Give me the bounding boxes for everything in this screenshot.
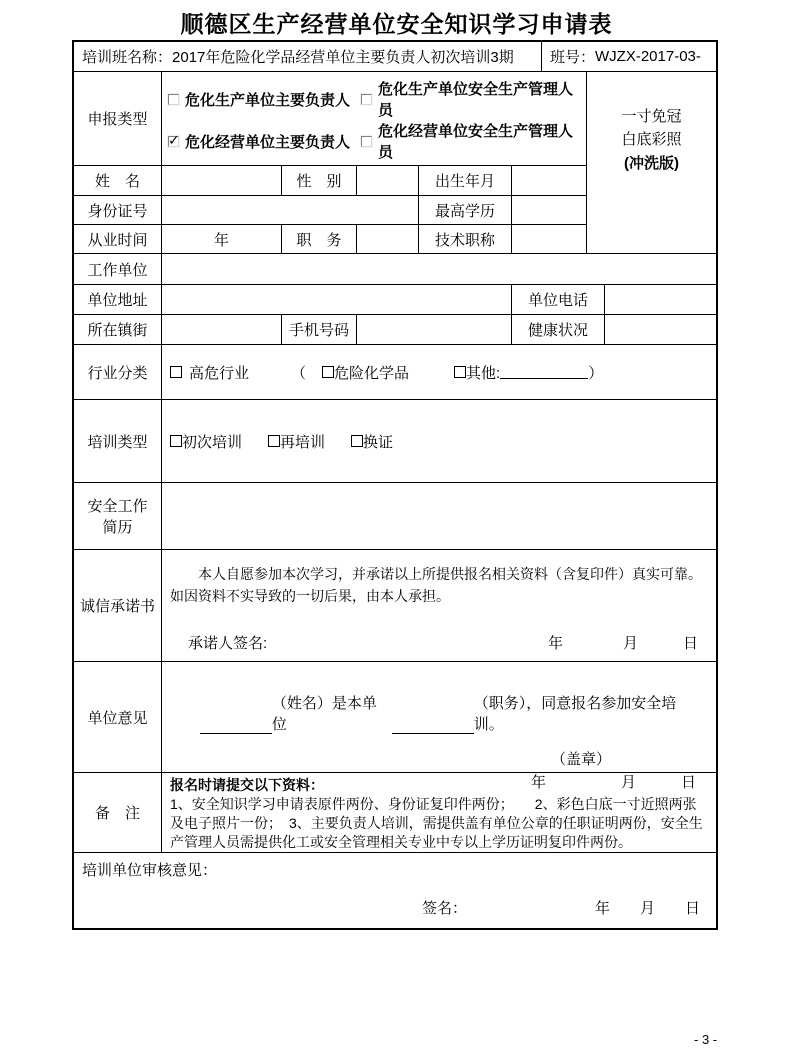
remarks-row [74,773,716,853]
name-field[interactable] [162,166,282,195]
remarks-heading: 报名时请提交以下资料： [170,777,324,793]
page-number: - 3 - [694,1032,718,1047]
option-label: 危化生产单位安全生产管理人员 [378,81,574,119]
personal-info-section [74,72,716,254]
declare-type-label: 申报类型 [74,72,162,165]
name-label: 姓 名 [74,166,162,195]
class-no-label: 班号： [550,49,596,66]
paren-close: ） [588,364,604,382]
review-sign-label: 签名： [422,900,468,917]
industry-options [162,345,716,399]
id-number-label: 身份证号 [74,196,162,224]
checkbox-retraining[interactable] [268,435,280,447]
industry-label: 行业分类 [74,345,162,399]
employer-field[interactable] [162,254,716,284]
gender-field[interactable] [357,166,419,195]
option-label: 危化生产单位主要负责人 [185,91,351,109]
checkbox-renewal[interactable] [351,435,363,447]
opinion-date: 年 月 日 [530,774,696,791]
id-row [74,196,586,225]
checkbox-high-risk-industry[interactable] [170,366,182,378]
class-name-cell [74,42,542,71]
option-chem-production-safety-manager[interactable] [361,78,586,120]
training-type-row [74,400,716,483]
renewal-label: 换证 [363,433,394,451]
other-blank-line[interactable] [500,365,588,379]
work-history-label-line1: 安全工作 [87,498,148,515]
checkbox-chem-production-safety-manager[interactable] [361,94,372,105]
photo-instruction-line1: 一寸免冠 [621,108,682,126]
review-date: 年 月 日 [594,900,700,917]
training-type-label: 培训类型 [74,400,162,482]
mobile-field[interactable] [357,315,512,344]
integrity-content [162,550,716,661]
application-form-table [72,40,718,930]
photo-instruction-line2: 白底彩照 [621,131,682,149]
phone-label: 单位电话 [512,285,605,314]
checkbox-chem-operation-safety-manager[interactable] [361,136,372,147]
education-field[interactable] [512,196,586,224]
work-years-field[interactable]: 年 [162,225,282,253]
opinion-text-position: （职务），同意报名参加安全培训。 [473,695,677,733]
stamp-label: （盖章） [550,751,611,768]
town-field[interactable] [162,315,282,344]
class-no-cell [542,42,716,71]
opinion-position-blank[interactable] [392,720,474,734]
birth-label: 出生年月 [419,166,512,195]
town-row [74,315,716,345]
employer-opinion-label: 单位意见 [74,662,162,772]
option-chem-production-principal[interactable] [168,89,361,110]
opinion-text-name: （姓名）是本单位 [271,695,377,733]
class-no-value: WJZX-2017-03- [595,48,701,65]
health-label: 健康状况 [512,315,605,344]
name-row [74,166,586,196]
option-label: 危化经营单位安全生产管理人员 [378,123,574,161]
checkbox-first-training[interactable] [170,435,182,447]
work-history-label-line2: 简历 [102,519,133,536]
employer-row [74,254,716,285]
mobile-label: 手机号码 [282,315,357,344]
declare-type-row [74,72,586,166]
photo-instruction-line3: (冲洗版) [623,154,679,172]
education-label: 最高学历 [419,196,512,224]
hazardous-chemicals-label: 危险化学品 [334,364,410,382]
photo-box [587,72,716,253]
employer-label: 工作单位 [74,254,162,284]
remarks-label: 备 注 [74,773,162,852]
work-history-field[interactable] [162,483,716,549]
checkbox-chem-operation-principal[interactable] [168,136,179,147]
integrity-body: 本人自愿参加本次学习，并承诺以上所提供报名相关资料（含复印件）真实可靠。如因资料不实导致的一切后果，由本人承担。 [170,566,702,605]
opinion-name-blank[interactable] [200,720,272,734]
phone-field[interactable] [605,285,716,314]
class-name-value: 2017年危险化学品经营单位主要负责人初次培训3期 [172,49,514,66]
industry-row [74,345,716,400]
option-chem-operation-safety-manager[interactable] [361,120,586,162]
id-number-field[interactable] [162,196,419,224]
form-title: 顺德区生产经营单位安全知识学习申请表 [180,11,613,37]
review-content [74,853,716,928]
integrity-row [74,550,716,662]
review-label: 培训单位审核意见： [82,862,218,879]
tech-title-field[interactable] [512,225,586,253]
paren-open: （ [291,364,307,382]
remarks-content [162,773,716,852]
work-history-label [74,483,162,549]
checkbox-other[interactable] [454,366,466,378]
header-row [74,42,716,72]
position-label: 职 务 [282,225,357,253]
address-row [74,285,716,315]
work-years-label: 从业时间 [74,225,162,253]
tech-title-label: 技术职称 [419,225,512,253]
integrity-sign-label: 承诺人签名: [188,635,268,652]
town-label: 所在镇街 [74,315,162,344]
declare-type-options [162,72,586,165]
checkbox-hazardous-chemicals[interactable] [322,366,334,378]
option-label: 危化经营单位主要负责人 [185,133,351,151]
first-training-label: 初次培训 [182,433,243,451]
integrity-date: 年 月 日 [547,635,698,652]
address-field[interactable] [162,285,512,314]
option-chem-operation-principal[interactable] [168,131,361,152]
checkbox-chem-production-principal[interactable] [168,94,179,105]
position-field[interactable] [357,225,419,253]
birth-field[interactable] [512,166,586,195]
integrity-label: 诚信承诺书 [74,550,162,661]
work-history-row [74,483,716,550]
gender-label: 性 别 [282,166,357,195]
health-field[interactable] [605,315,716,344]
review-row [74,853,716,928]
class-name-label: 培训班名称： [82,49,173,66]
high-risk-industry-label: 高危行业 [189,364,250,382]
address-label: 单位地址 [74,285,162,314]
work-years-row [74,225,586,253]
retraining-label: 再培训 [280,433,326,451]
training-type-options [162,400,716,482]
other-label: 其他: [466,364,501,382]
remarks-body: 1、安全知识学习申请表原件两份、身份证复印件两份； 2、彩色白底一寸近照两张及电子照片一份； 3、主要负责人培训，需提供盖有单位公章的任职证明两份，安全生产管理人员需提供化工或安全管理相关专业中专以上学历证明复印件两份。 [170,795,703,850]
